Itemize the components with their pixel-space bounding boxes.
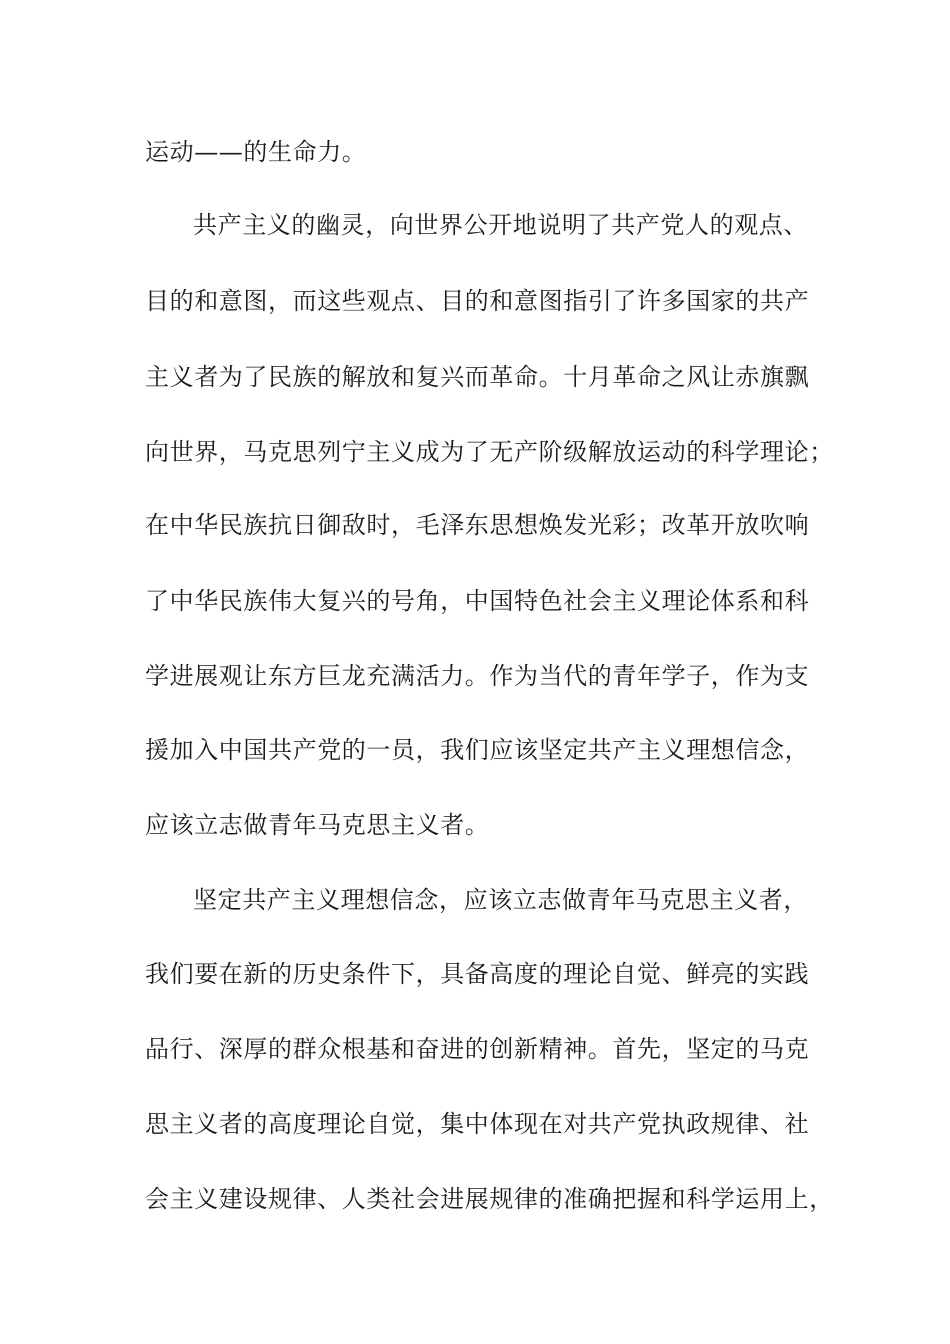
text-line: 学进展观让东方巨龙充满活力。作为当代的青年学子，作为支: [145, 662, 810, 690]
text-line: 在中华民族抗日御敌时，毛泽东思想焕发光彩；改革开放吹响: [145, 511, 810, 539]
text-line: 了中华民族伟大复兴的号角，中国特色社会主义理论体系和科: [145, 587, 810, 615]
paragraph-first-line: 坚定共产主义理想信念，应该立志做青年马克思主义者，: [193, 886, 808, 914]
text-line: 目的和意图，而这些观点、目的和意图指引了许多国家的共产: [145, 287, 810, 315]
text-line: 主义者为了民族的解放和复兴而革命。十月革命之风让赤旗飘: [145, 363, 810, 391]
text-line: 我们要在新的历史条件下，具备高度的理论自觉、鲜亮的实践: [145, 960, 810, 988]
text-line: 会主义建设规律、人类社会进展规律的准确把握和科学运用上，: [145, 1185, 834, 1213]
text-line: 援加入中国共产党的一员，我们应该坚定共产主义理想信念，: [145, 736, 810, 764]
text-line: 品行、深厚的群众根基和奋进的创新精神。首先，坚定的马克: [145, 1035, 810, 1063]
text-line: 向世界，马克思列宁主义成为了无产阶级解放运动的科学理论；: [145, 438, 834, 466]
text-line: 思主义者的高度理论自觉，集中体现在对共产党执政规律、社: [145, 1110, 810, 1138]
paragraph-first-line: 共产主义的幽灵，向世界公开地说明了共产党人的观点、: [193, 211, 808, 239]
text-line: 应该立志做青年马克思主义者。: [145, 811, 490, 839]
text-line: 运动——的生命力。: [145, 138, 367, 166]
